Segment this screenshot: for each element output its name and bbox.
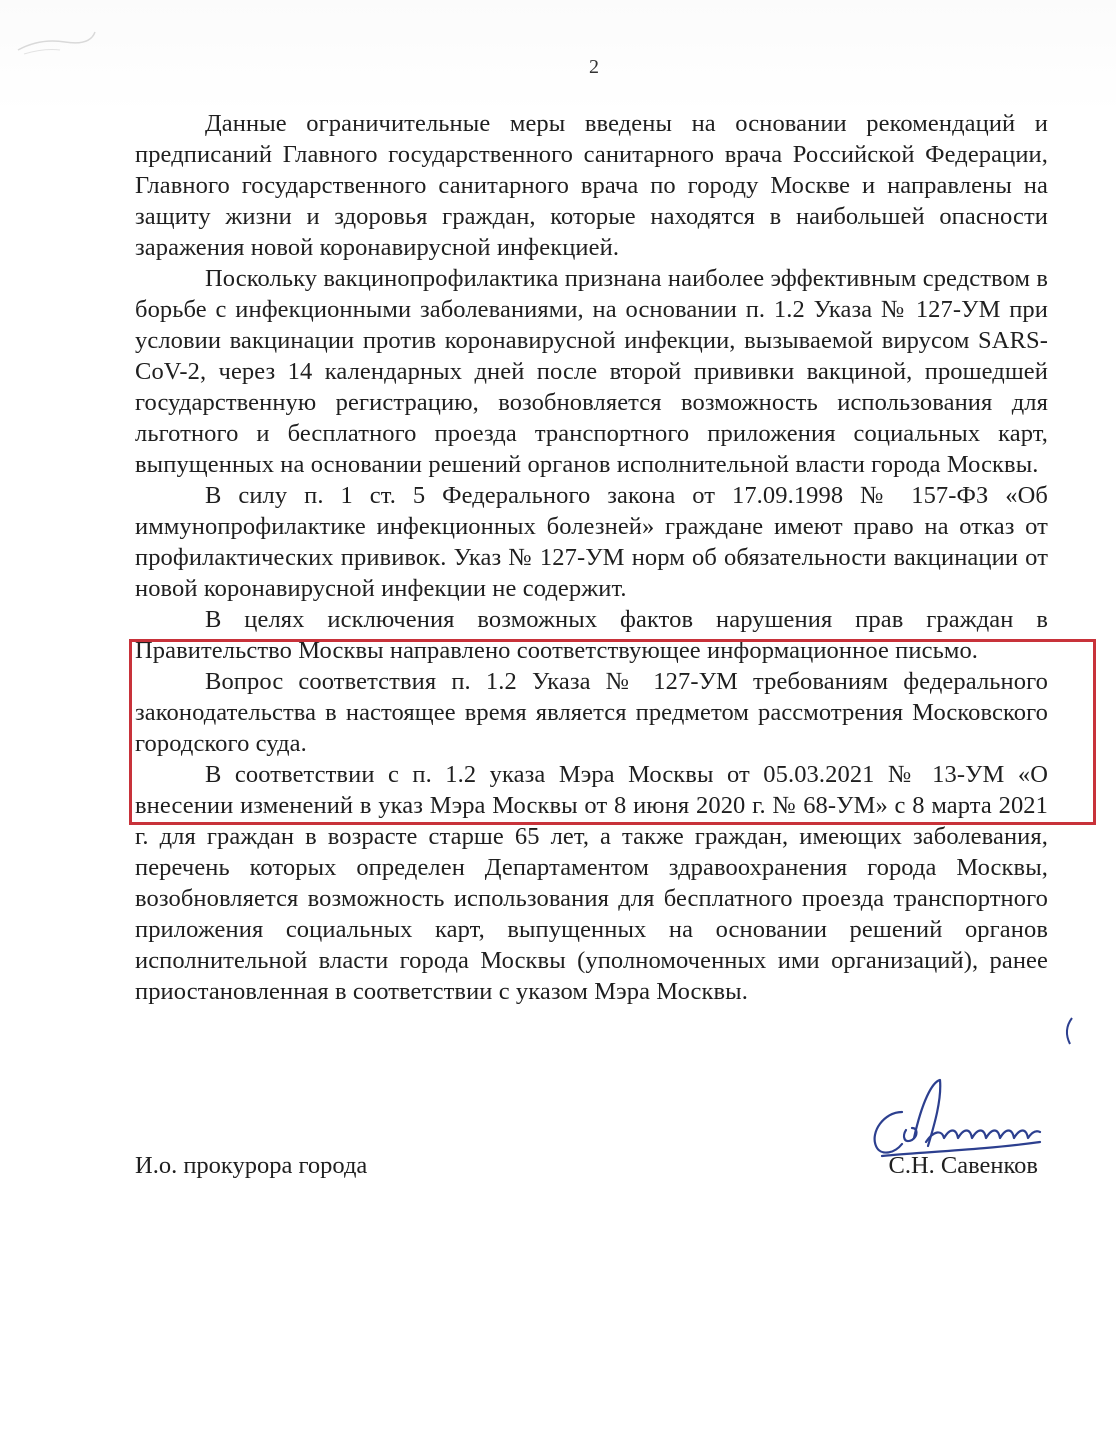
paragraph-federal-law: В силу п. 1 ст. 5 Федерального закона от 17.09.1998 № 157-ФЗ «Об иммунопрофилактике инфекционных болезней» граждане имеют право на отказ от профилактических прививок. Указ № 127-УМ норм об обязательности вакцинации от новой коронавирусной инфекции не содержит.	[135, 482, 1048, 602]
letter-body	[135, 108, 1048, 1007]
paragraph-restrictions: Данные ограничительные меры введены на основании рекомендаций и предписаний Главного государственного санитарного врача Российской Федерации, Главного государственного санитарного врача по городу Москве и направлены на защиту жизни и здоровья граждан, которые находятся в наибольшей опасности заражения новой коронавирусной инфекцией.	[135, 110, 1048, 261]
paragraph-vaccination: Поскольку вакцинопрофилактика признана наиболее эффективным средством в борьбе с инфекционными заболеваниями, на основании п. 1.2 Указа № 127-УМ при условии вакцинации против коронавирусной инфекции, вызываемой вирусом SARS-CoV-2, через 14 календарных дней после второй прививки вакциной, прошедшей государственную регистрацию, возобновляется возможность использования для льготного и бесплатного проезда транспортного приложения социальных карт, выпущенных на основании решений органов исполнительной власти города Москвы.	[135, 265, 1048, 478]
paragraph-government-letter: В целях исключения возможных фактов нарушения прав граждан в Правительство Москвы направлено соответствующее информационное письмо.	[135, 606, 1048, 664]
signer-name: С.Н. Савенков	[888, 1152, 1038, 1179]
paragraph-court-review: Вопрос соответствия п. 1.2 Указа № 127-УМ требованиям федерального законодательства в настоящее время является предметом рассмотрения Московского городского суда.	[135, 668, 1048, 757]
page-number: 2	[589, 56, 599, 78]
signer-title: И.о. прокурора города	[135, 1152, 368, 1179]
scan-smudge-icon	[10, 20, 100, 60]
paragraph-mayor-decree: В соответствии с п. 1.2 указа Мэра Москвы от 05.03.2021 № 13-УМ «О внесении изменений в указ Мэра Москвы от 8 июня 2020 г. № 68-УМ» с 8 марта 2021 г. для граждан в возрасте старше 65 лет, а также граждан, имеющих заболевания, перечень которых определен Департаментом здравоохранения города Москвы, возобновляется возможность использования для бесплатного проезда транспортного приложения социальных карт, выпущенных на основании решений органов исполнительной власти города Москвы (уполномоченных ими организаций), ранее приостановленная в соответствии с указом Мэра Москвы.	[135, 761, 1048, 1005]
signature-block	[135, 1148, 1048, 1188]
margin-bracket-icon	[1060, 1016, 1076, 1046]
